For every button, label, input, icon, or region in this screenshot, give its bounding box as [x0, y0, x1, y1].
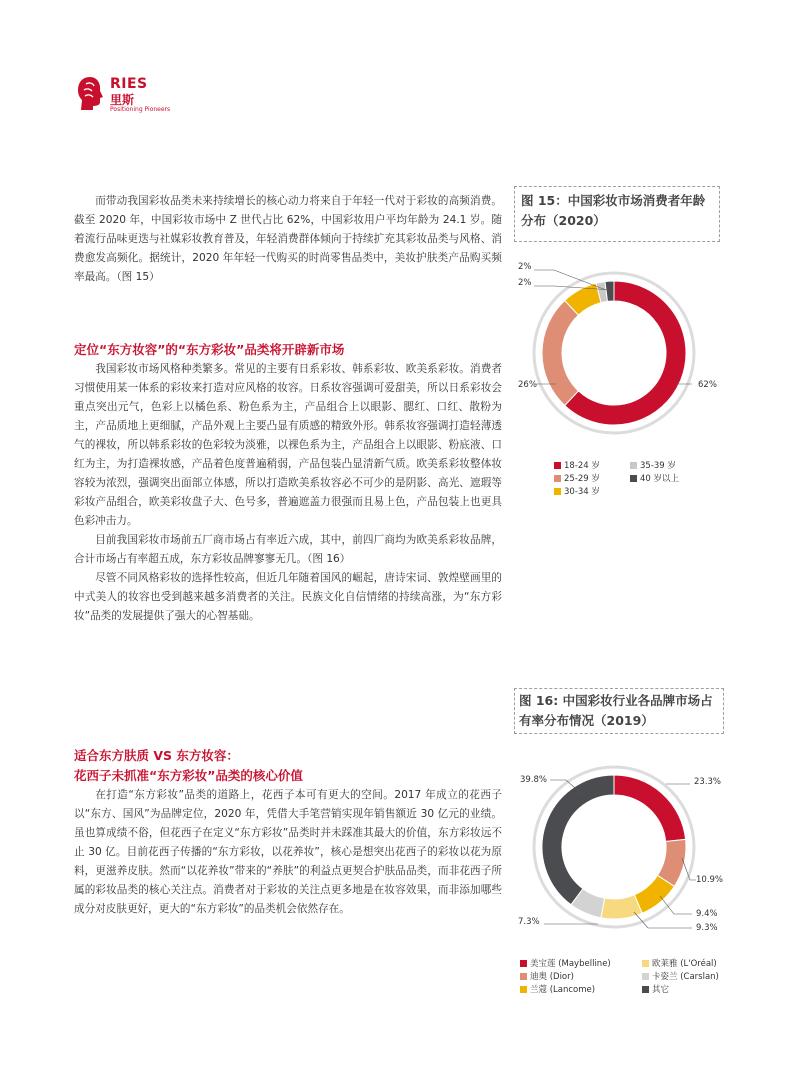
ries-logo — [76, 76, 196, 116]
figure-16-caption — [514, 688, 724, 734]
legend-item: 美宝莲 (Maybelline) — [520, 958, 611, 971]
section-florasis — [74, 746, 502, 919]
body-paragraph: 在打造“东方彩妆”品类的道路上，花西子本可有更大的空间。2017 年成立的花西子以“东方、国风”为品牌定位，2020 年，凭借大手笔营销实现年销售额近 30 亿元的业绩。虽也算成绩不俗，但花西子在定义“东方彩妆”品类时并未踩准其最大的价值，东方彩妆远不止 30 亿。目前花西子传播的“东方彩妆，以花养妆”，核心是想突出花西子的彩妆以花为原料，更滋养皮肤。然而“以花养妆”带来的“养肤”的利益点更契合护肤品品类，而非花西子所属的彩妆品类的核心关注点。消费者对于彩妆的关注点更多地是在妆容效果，而非添加哪些成分对皮肤更好，更大的“东方彩妆”的品类机会依然存在。 — [74, 789, 502, 915]
logo-text-en: RIES — [110, 76, 148, 92]
data-label-carslan: 7.3% — [518, 917, 540, 927]
legend-item: 其它 — [642, 984, 669, 997]
swatch-icon — [642, 973, 649, 980]
figure-title: 图 15：中国彩妆市场消费者年龄 — [521, 193, 706, 208]
section-oriental-makeup — [74, 340, 502, 626]
data-label-maybelline: 23.3% — [694, 777, 722, 787]
legend-item: 40 岁以上 — [630, 473, 679, 486]
legend-item: 18-24 岁 — [554, 460, 600, 473]
figure-15-legend — [554, 460, 714, 502]
figure-title: 图 16: 中国彩妆行业各品牌市场占 — [519, 693, 713, 708]
legend-item: 35-39 岁 — [630, 460, 676, 473]
intro-block — [74, 192, 502, 287]
swatch-icon — [554, 488, 561, 495]
swatch-icon — [630, 475, 637, 482]
data-label-25-29: 26% — [518, 380, 537, 390]
swatch-icon — [554, 462, 561, 469]
section-heading: 定位“东方妆容”的“东方彩妆”品类将开辟新市场 — [74, 342, 345, 357]
legend-item: 卡姿兰 (Carslan) — [642, 971, 719, 984]
swatch-icon — [520, 986, 527, 993]
swatch-icon — [520, 960, 527, 967]
body-paragraph: 尽管不同风格彩妆的选择性较高，但近几年随着国风的崛起，唐诗宋词、敦煌壁画里的中式美人的妆容也受到越来越多消费者的关注。民族文化自信情绪的持续高涨，为“东方彩妆”品类的发展提供了强大的心智基础。 — [74, 572, 502, 622]
body-paragraph: 我国彩妆市场风格种类繁多。常见的主要有日系彩妆、韩系彩妆、欧美系彩妆。消费者习惯使用某一体系的彩妆来打造对应风格的妆容。日系妆容强调可爱甜美，所以日系彩妆会重点突出元气，色彩上以橘色系、粉色系为主，产品组合上以眼影、腮红、口红、散粉为主，产品质地上更细腻，产品外观上主要凸显有质感的精致外形。韩系妆容强调打造轻薄透气的裸妆，所以韩系彩妆的色彩较为淡雅，以裸色系为主，产品组合上以眼影、粉底液、口红为主，为打造裸妆感，产品着色度普遍稍弱，产品包装凸显清新气质。欧美系彩妆整体妆容较为浓烈，强调突出面部立体感，所以打造欧美系妆容必不可少的是阴影、高光、遮瑕等彩妆产品组合，欧美彩妆盘子大、色号多，普遍遮盖力很强而且易上色，产品包装上也更具色彩冲击力。 — [74, 363, 502, 527]
legend-item: 迪奥 (Dior) — [520, 971, 574, 984]
data-label-18-24: 62% — [698, 380, 717, 390]
intro-paragraph: 而带动我国彩妆品类未来持续增长的核心动力将来自于年轻一代对于彩妆的高频消费。截至 2020 年，中国彩妆市场中 Z 世代占比 62%，中国彩妆用户平均年龄为 24.1 岁。随着流行品味更迭与社媒彩妆教育普及，年轻消费群体倾向于持续扩充其彩妆品类与风格、消费愈发高频化。据统计，2020 年年轻一代购买的时尚零售品类中，美妆护肤类产品购买频率最高。（图 15） — [74, 195, 502, 283]
logo-text-cn: 里斯 — [110, 93, 135, 107]
donut-slices — [542, 775, 686, 919]
swatch-icon — [642, 986, 649, 993]
figure-title: 分布（2020） — [521, 213, 606, 228]
data-label-loreal: 9.3% — [696, 923, 718, 933]
figure-15-caption — [514, 186, 720, 242]
data-label-35-39: 2% — [518, 262, 532, 272]
legend-item: 25-29 岁 — [554, 473, 600, 486]
donut-slices — [542, 281, 686, 425]
logo-tagline: Positioning Pioneers — [110, 106, 171, 113]
figure-title: 有率分布情况（2019） — [519, 713, 654, 728]
swatch-icon — [642, 960, 649, 967]
data-label-lancome: 9.4% — [696, 909, 718, 919]
donut-slice — [614, 775, 686, 841]
swatch-icon — [520, 973, 527, 980]
legend-item: 欧莱雅 (L'Oréal) — [642, 958, 717, 971]
section-subheading: 花西子未抓准“东方彩妆”品类的核心价值 — [74, 768, 303, 783]
body-paragraph: 目前我国彩妆市场前五厂商市场占有率近六成，其中，前四厂商均为欧美系彩妆品牌，合计市场占有率超五成，东方彩妆品牌寥寥无几。（图 16） — [74, 534, 502, 565]
donut-slice — [601, 895, 642, 919]
legend-item: 兰蔻 (Lancome) — [520, 984, 595, 997]
donut-slice — [542, 301, 578, 406]
data-label-dior: 10.9% — [696, 875, 724, 885]
data-label-40-plus: 2% — [518, 278, 532, 288]
data-label-other: 39.8% — [520, 775, 548, 785]
swatch-icon — [554, 475, 561, 482]
swatch-icon — [630, 462, 637, 469]
head-silhouette-icon — [76, 76, 106, 112]
legend-item: 30-34 岁 — [554, 486, 600, 499]
section-heading: 适合东方肤质 VS 东方妆容： — [74, 748, 239, 763]
figure-16-legend — [520, 958, 740, 1000]
